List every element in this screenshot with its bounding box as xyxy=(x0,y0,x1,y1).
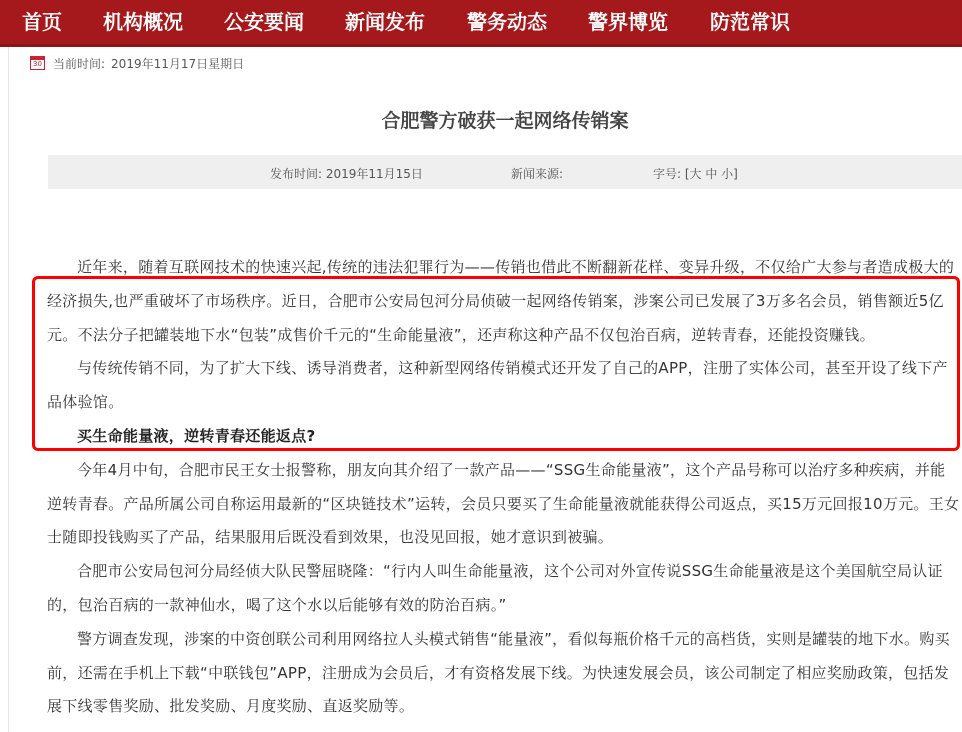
nav-item-about[interactable]: 机构概况 xyxy=(103,10,183,34)
nav-item-police-expo[interactable]: 警界博览 xyxy=(588,10,668,34)
article-meta-bar xyxy=(48,155,962,189)
content-frame-border xyxy=(8,47,9,732)
article-paragraph: 合肥市公安局包河分局经侦大队民警屈晓隆：“行内人叫生命能量液，这个公司对外宣传说SSG生命能量液是这个美国航空局认证的，包治百病的一款神仙水，喝了这个水以后能够有效的防治百病。” xyxy=(47,562,943,614)
article-paragraph: 与传统传销不同，为了扩大下线、诱导消费者，这种新型网络传销模式还开发了自己的APP，注册了实体公司，甚至开设了线下产品体验馆。 xyxy=(47,359,948,412)
article-title: 合肥警方破获一起网络传销案 xyxy=(381,110,629,132)
current-date-bar xyxy=(30,54,244,72)
article-body xyxy=(47,251,960,724)
article-subheading: 买生命能量液，逆转青春还能返点? xyxy=(77,426,316,445)
article-paragraph: 警方调查发现，涉案的中资创联公司利用网络拉人头模式销售“能量液”，看似每瓶价格千元的高档货，实则是罐装的地下水。购买前，还需在手机上下载“中联钱包”APP，注册成为会员后，才有资格发展下线。为快速发展会员，该公司制定了相应奖励政策，包括发展下线零售奖励、批发奖励、月度奖励、直返奖励等。 xyxy=(47,629,950,716)
nav-item-home[interactable]: 首页 xyxy=(22,10,62,34)
main-nav xyxy=(0,0,962,44)
calendar-icon: 30 xyxy=(30,56,45,70)
nav-item-prevention-tips[interactable]: 防范常识 xyxy=(710,10,790,34)
nav-item-police-updates[interactable]: 警务动态 xyxy=(467,10,547,34)
news-source: 新闻来源: xyxy=(511,167,564,181)
nav-item-press-release[interactable]: 新闻发布 xyxy=(345,10,425,34)
current-date-label: 当前时间: xyxy=(53,56,106,71)
article-paragraph: 今年4月中旬，合肥市民王女士报警称，朋友向其介绍了一款产品——“SSG生命能量液”，这个产品号称可以治疗多种疾病，并能逆转青春。产品所属公司自称运用最新的“区块链技术”运转，会员只要买了生命能量液就能获得公司返点，买15万元回报10万元。王女士随即投钱购买了产品，结果服用后既没看到效果，也没见回报，她才意识到被骗。 xyxy=(47,460,960,547)
article-paragraph: 近年来，随着互联网技术的快速兴起,传统的违法犯罪行为——传销也借此不断翻新花样、变异升级，不仅给广大参与者造成极大的经济损失,也严重破坏了市场秩序。近日，合肥市公安局包河分局侦破一起网络传销案，涉案公司已发展了3万多名会员，销售额近5亿元。不法分子把罐装地下水“包装”成售价千元的“生命能量液”，还声称这种产品不仅包治百病，逆转青春，还能投资赚钱。 xyxy=(47,258,955,344)
nav-item-police-news[interactable]: 公安要闻 xyxy=(224,10,304,34)
nav-underline xyxy=(0,44,962,47)
font-size-switcher[interactable]: 字号: [大 中 小] xyxy=(653,167,738,181)
current-date-value: 2019年11月17日星期日 xyxy=(111,56,245,71)
publish-time: 发布时间: 2019年11月15日 xyxy=(270,167,423,181)
